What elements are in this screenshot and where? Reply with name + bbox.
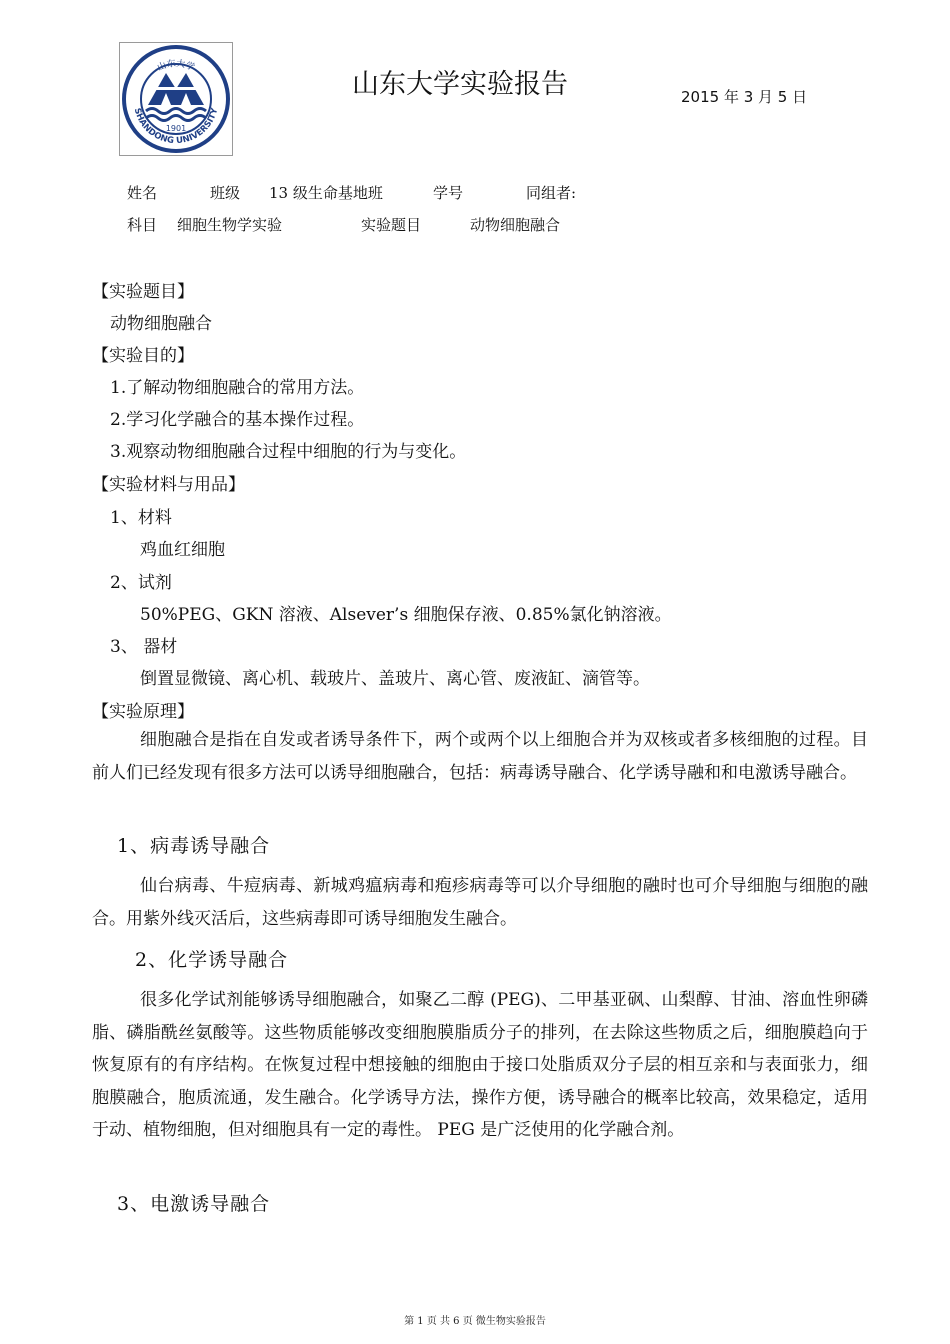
equipment-text: 倒置显微镜、离心机、载玻片、盖玻片、离心管、废液缸、滴管等。	[140, 669, 650, 689]
materials-text: 鸡血红细胞	[140, 540, 225, 560]
report-date: 2015 年 3 月 5 日	[681, 88, 808, 106]
topic-text: 动物细胞融合	[110, 314, 212, 334]
university-logo	[119, 42, 233, 156]
subsection-heading: 2、化学诱导融合	[135, 949, 289, 971]
principle-heading: 【实验原理】	[92, 702, 194, 722]
subject-label: 科目	[127, 216, 158, 234]
subsection-heading: 1、病毒诱导融合	[117, 835, 271, 857]
equipment-label: 3、 器材	[110, 637, 178, 657]
logo-text-top: 山东大学	[155, 59, 197, 74]
university-seal-icon	[120, 43, 232, 155]
group-members-label: 同组者:	[526, 184, 577, 202]
principle-intro: 细胞融合是指在自发或者诱导条件下，两个或两个以上细胞合并为双核或者多核细胞的过程。目前人们已经发现有很多方法可以诱导细胞融合，包括：病毒诱导融合、化学诱导融和和电激诱导融合。	[92, 730, 868, 783]
reagents-text: 50%PEG、GKN 溶液、Alsever’s 细胞保存液、0.85%氯化钠溶液。	[140, 605, 672, 625]
topic-value: 动物细胞融合	[470, 216, 561, 234]
class-value: 13 级生命基地班	[269, 184, 383, 202]
subsection-text: 仙台病毒、牛痘病毒、新城鸡瘟病毒和疱疹病毒等可以介导细胞的融时也可介导细胞与细胞的融合。用紫外线灭活后，这些病毒即可诱导细胞发生融合。	[92, 876, 868, 929]
subject-value: 细胞生物学实验	[177, 216, 283, 234]
purpose-item: 3.观察动物细胞融合过程中细胞的行为与变化。	[110, 442, 467, 462]
logo-text-bottom: SHANDONG UNIVERSITY	[131, 107, 221, 147]
topic-label: 实验题目	[361, 216, 422, 234]
subsection-text: 很多化学试剂能够诱导细胞融合，如聚乙二醇 (PEG)、二甲基亚砜、山梨醇、甘油、溶血性卵磷脂、磷脂酰丝氨酸等。这些物质能够改变细胞膜脂质分子的排列，在去除这些物质之后，细胞膜趋向于恢复原有的有序结构。在恢复过程中想接触的细胞由于接口处脂质双分子层的相互亲和与表面张力，细胞膜融合，胞质流通，发生融合。化学诱导方法，操作方便，诱导融合的概率比较高，效果稳定，适用于动、植物细胞，但对细胞具有一定的毒性。 PEG 是广泛使用的化学融合剂。	[92, 990, 868, 1140]
purpose-item: 1.了解动物细胞融合的常用方法。	[110, 378, 365, 398]
page-footer: 第 1 页 共 6 页 微生物实验报告	[404, 1316, 546, 1327]
report-title: 山东大学实验报告	[352, 69, 568, 100]
name-label: 姓名	[127, 184, 158, 202]
logo-year: 1901	[165, 124, 187, 133]
svg-text:山东大学	[155, 57, 197, 73]
topic-heading: 【实验题目】	[92, 282, 194, 302]
class-label: 班级	[210, 184, 241, 202]
purpose-heading: 【实验目的】	[92, 346, 194, 366]
purpose-item: 2.学习化学融合的基本操作过程。	[110, 410, 365, 430]
materials-heading: 【实验材料与用品】	[92, 475, 245, 495]
materials-label: 1、材料	[110, 508, 172, 528]
student-id-label: 学号	[433, 184, 464, 202]
subsection-heading: 3、电激诱导融合	[117, 1193, 271, 1215]
reagents-label: 2、试剂	[110, 573, 172, 593]
